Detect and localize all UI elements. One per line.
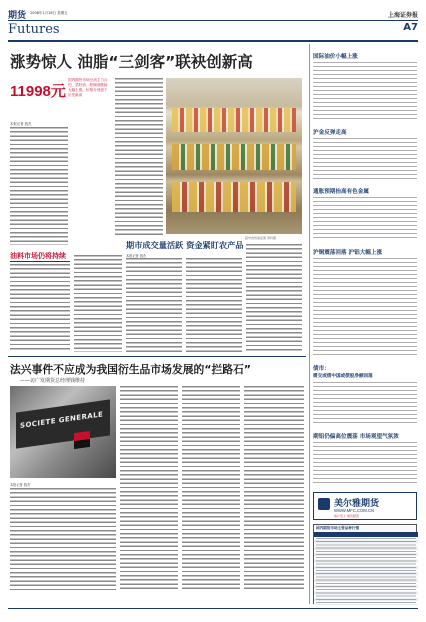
lead-headline: 涨势惊人 油脂“三剑客”联袂创新高	[10, 53, 253, 71]
section-label: 期货	[8, 11, 27, 21]
header-rule	[8, 20, 418, 21]
market-table	[313, 524, 417, 604]
feature-headline: 法兴事件不应成为我国衍生品市场发展的“拦路石”	[10, 363, 251, 376]
mid-body-col3	[246, 244, 302, 352]
right-column-rule	[309, 44, 310, 604]
lead-body-col1	[10, 127, 68, 245]
page-header	[8, 8, 418, 48]
section-english: Futures	[8, 22, 60, 37]
right-s4-title: 沪铜震荡回落 沪铝大幅上涨	[313, 250, 383, 256]
feature-subhead: ——访广发期货总经理钱维持	[20, 378, 86, 384]
mid-byline: 本报记者 钱杰	[126, 254, 147, 258]
mid-body-col2	[186, 258, 242, 352]
right-s6-title: 期铝仍偏高位震荡 市场观望气氛浓	[313, 434, 399, 440]
ad-slogan: 客户至上 规范经营	[334, 514, 359, 518]
shelf-bottles-1	[172, 108, 296, 132]
lead-bigprice: 11998元	[10, 83, 66, 100]
feature-body-col4	[244, 386, 304, 592]
masthead: 上海证券报	[387, 12, 418, 19]
mid-body-col1	[126, 258, 182, 352]
bank-logo-square	[74, 431, 90, 449]
shelf-bottles-3	[172, 182, 296, 212]
feature-body-col1	[10, 488, 116, 592]
ad-logo-text: 美尔雅期货	[334, 499, 380, 509]
ad-logo-icon	[318, 498, 330, 510]
header-rule-bottom	[8, 40, 418, 42]
feature-body-col3	[182, 386, 240, 592]
sub1-rule	[10, 261, 70, 262]
supermarket-photo	[166, 78, 302, 234]
right-s5-subtitle: 需交或债中国或债股净额回落	[313, 374, 373, 379]
lead-pull-quote: 国内期货市场豆油主力合约、菜籽油、棕榈油继续大幅上涨，价格分别创下历史新高	[68, 78, 108, 97]
feature-byline: 本报记者 钱杰	[10, 483, 31, 487]
lead-body-col2	[115, 78, 163, 236]
right-s3-body	[313, 197, 417, 241]
dateline: 2008年1月18日 星期五	[30, 11, 68, 15]
sub1-body-col1	[10, 264, 70, 352]
photo-caption: 超市食用油货架 资料图	[245, 236, 276, 240]
table-title: 国内期货市场主要品种行情	[316, 526, 360, 530]
lead-byline: 本报记者 钱杰	[10, 122, 32, 126]
ad-box	[313, 492, 417, 520]
page-footer-rule	[8, 608, 418, 609]
right-s4-body	[313, 258, 417, 358]
right-s1-title: 国际油价小幅上涨	[313, 54, 358, 60]
ad-url: WWW.MFC.COM.CN	[334, 508, 375, 513]
right-s6-body	[313, 442, 417, 486]
sub1-headline: 油料市场仍将持续	[10, 252, 66, 260]
societe-generale-photo	[10, 386, 116, 478]
right-s2-body	[313, 138, 417, 180]
right-s5-body	[313, 382, 417, 426]
right-s5-title: 债市：	[313, 366, 330, 372]
feature-body-col2	[120, 386, 178, 592]
shelf-bottles-2	[172, 144, 296, 170]
table-body-text	[316, 537, 416, 605]
right-s2-title: 沪金反弹走高	[313, 130, 347, 136]
right-s3-title: 通胀预期抬高有色金属	[313, 189, 369, 195]
lead-divider	[8, 356, 306, 357]
bank-sign-text: SOCIETE GENERALE	[20, 410, 104, 431]
page-number: A7	[403, 22, 418, 33]
mid-headline: 期市成交量活跃 资金紧盯农产品	[126, 240, 244, 250]
right-s1-body	[313, 62, 417, 120]
sub1-body-col2	[74, 255, 122, 352]
